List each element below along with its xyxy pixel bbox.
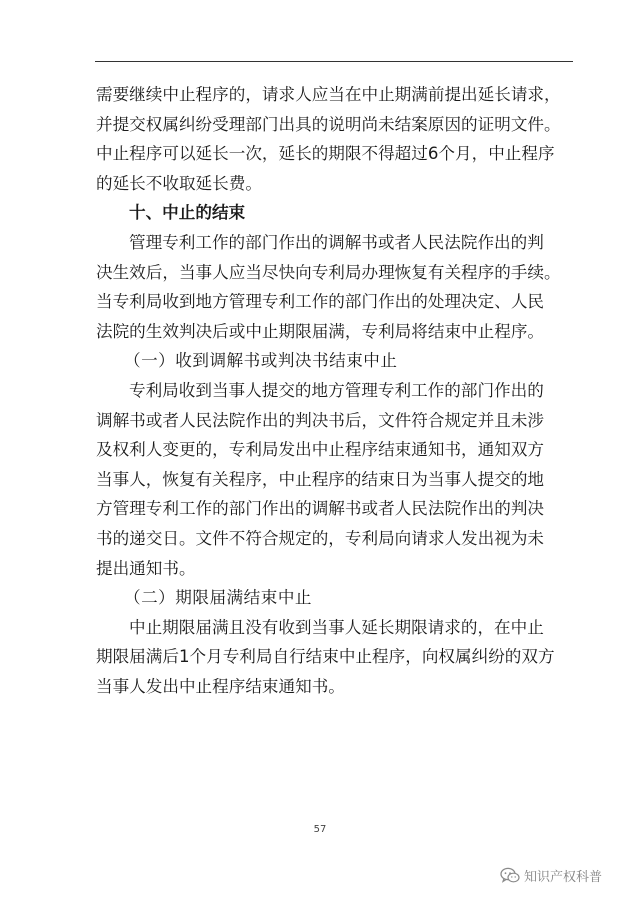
text-line: 法院的生效判决后或中止期限届满，专利局将结束中止程序。 [96, 321, 545, 341]
text-line: 当事人，恢复有关程序，中止程序的结束日为当事人提交的地 [96, 469, 545, 489]
text-line: 当专利局收到地方管理专利工作的部门作出的处理决定、人民 [96, 292, 545, 312]
section-heading: 十、中止的结束 [129, 203, 246, 223]
text-line: 方管理专利工作的部门作出的调解书或者人民法院作出的判决 [96, 499, 545, 519]
text-line: 调解书或者人民法院作出的判决书后，文件符合规定并且未涉 [96, 410, 545, 430]
page-number: 57 [313, 824, 327, 835]
text-line: 中止期限届满且没有收到当事人延长期限请求的，在中止 [129, 617, 544, 637]
text-line: 管理专利工作的部门作出的调解书或者人民法院作出的判 [129, 232, 544, 252]
text-line: 需要继续中止程序的，请求人应当在中止期满前提出延长请求， [96, 85, 561, 104]
subsection-heading: （一）收到调解书或判决书结束中止 [124, 351, 398, 371]
text-line: 专利局收到当事人提交的地方管理专利工作的部门作出的 [129, 380, 544, 400]
wechat-icon [500, 867, 520, 884]
text-line: 决生效后，当事人应当尽快向专利局办理恢复有关程序的手续。 [96, 262, 561, 282]
text-line: 及权利人变更的，专利局发出中止程序结束通知书，通知双方 [96, 440, 545, 460]
text-line: 期限届满后1个月专利局自行结束中止程序，向权属纠纷的双方 [96, 647, 555, 667]
watermark-text: 知识产权科普 [524, 870, 603, 885]
subsection-heading: （二）期限届满结束中止 [124, 588, 313, 608]
text-line: 并提交权属纠纷受理部门出具的说明尚未结案原因的证明文件。 [96, 114, 561, 134]
document-body [96, 80, 578, 701]
text-line: 书的递交日。文件不符合规定的，专利局向请求人发出视为未 [96, 528, 545, 548]
header-rule [95, 61, 573, 62]
text-line: 提出通知书。 [96, 558, 196, 578]
text-line: 当事人发出中止程序结束通知书。 [96, 676, 345, 696]
watermark [500, 866, 602, 885]
text-line: 的延长不收取延长费。 [96, 173, 262, 193]
text-line: 中止程序可以延长一次，延长的期限不得超过6个月，中止程序 [96, 144, 555, 164]
